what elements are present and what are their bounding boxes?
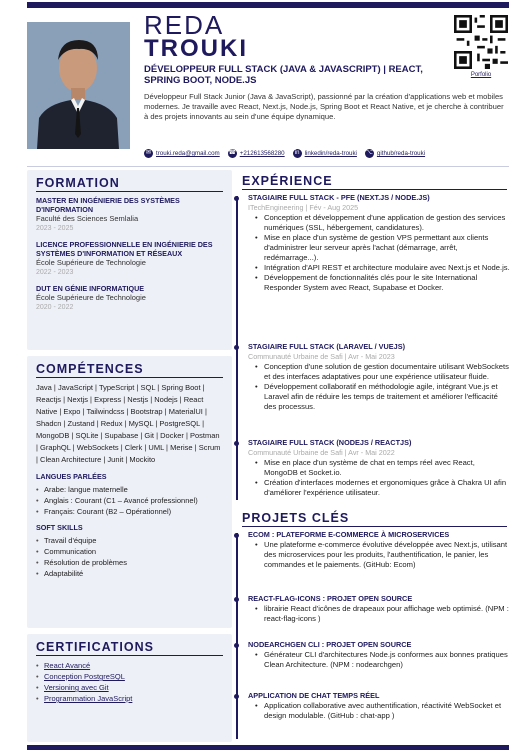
- language-item: • Anglais : Courant (C1 – Avancé professionnel): [36, 495, 223, 506]
- timeline-dot: [234, 643, 239, 648]
- languages-heading: LANGUES PARLÉES: [36, 472, 107, 481]
- contact-phone-text: +212613568280: [239, 150, 285, 157]
- first-name: REDA: [144, 10, 225, 40]
- experience-bullet: • Intégration d'API REST et architecture modulaire avec Next.js et Node.js.: [255, 263, 510, 273]
- project-bullet: • Application collaborative avec authentification, réactivité WebSocket et design modulable. (GitHub : chat-app ): [255, 701, 510, 721]
- certification-link[interactable]: • React Avancé: [36, 660, 223, 671]
- education-dates: 2023 - 2025: [36, 225, 74, 232]
- profile-summary: Développeur Full Stack Junior (Java & JavaScript), passionné par la création d'applications web et mobiles modernes. Je travaille avec React, Next.js, Node.js, Spring Boot et React Native, et je cherche à contribuer à des projets innovants au sein d'une équipe dynamique.: [144, 92, 504, 121]
- competences-section: [27, 356, 232, 628]
- experience-bullets: [255, 458, 510, 498]
- language-item: • Arabe: langue maternelle: [36, 484, 223, 495]
- project-bullets: [255, 650, 510, 670]
- experience-title: STAGIAIRE FULL STACK (LARAVEL / VUEJS): [248, 342, 406, 351]
- certification-link[interactable]: • Versioning avec Git: [36, 682, 223, 693]
- certifications-heading: CERTIFICATIONS: [36, 640, 223, 656]
- education-degree: MASTER EN INGÉNIERIE DES SYSTÈMES D'INFORMATION: [36, 196, 180, 214]
- formation-heading: FORMATION: [36, 176, 223, 192]
- education-dates: 2020 - 2022: [36, 304, 74, 311]
- contact-email-text: trouki.reda@gmail.com: [156, 150, 220, 157]
- technical-skills: Java | JavaScript | TypeScript | SQL | Spring Boot | Reactjs | Nextjs | Express | Nestjs | Nodejs | React Native | Expo | Tailwindcss | Bootstrap | MaterialUI | Shadcn | Zustand | Redux | MySQL | PostgreSQL | MongoDB | SQLite | Supabase | Git | Docker | Postman | GraphQL | WebSockets | Clerk | UML | Merise | Scrum | Clean Architecture | Junit | Mockito: [36, 383, 221, 464]
- project-title: NODEARCHGEN CLI : PROJET OPEN SOURCE: [248, 640, 412, 649]
- contact-phone-link[interactable]: [228, 149, 285, 158]
- experience-item: [248, 193, 510, 293]
- soft-skills-list: [36, 535, 223, 579]
- experience-heading: EXPÉRIENCE: [242, 174, 507, 190]
- soft-skills-heading: SOFT SKILLS: [36, 523, 83, 532]
- job-title: DÉVELOPPEUR FULL STACK (JAVA & JAVASCRIPT) | REACT, SPRING BOOT, NODE.JS: [144, 64, 423, 86]
- soft-skill-item: • Travail d'équipe: [36, 535, 223, 546]
- education-dates: 2022 - 2023: [36, 269, 74, 276]
- certification-link[interactable]: • Conception PostgreSQL: [36, 671, 223, 682]
- experience-bullets: [255, 362, 510, 412]
- project-bullet: • librairie React d'icônes de drapeaux pour affichage web optimisé. (NPM : react-flag-icons ): [255, 604, 510, 624]
- contact-github-link[interactable]: [365, 149, 425, 158]
- certifications-list: [36, 660, 223, 704]
- project-item: [248, 640, 510, 670]
- last-name: TROUKI: [144, 35, 248, 62]
- language-item: • Français: Courant (B2 – Opérationnel): [36, 506, 223, 517]
- project-title: APPLICATION DE CHAT TEMPS RÉEL: [248, 691, 380, 700]
- phone-icon: ☎: [228, 150, 236, 156]
- languages-list: [36, 484, 223, 517]
- profile-photo: [27, 22, 130, 149]
- bottom-accent-bar: [27, 745, 509, 750]
- timeline-dot: [234, 533, 239, 538]
- timeline-dot: [234, 196, 239, 201]
- project-bullet: • Générateur CLI d'architectures Node.js conformes aux bonnes pratiques Clean Architecture. (NPM : nodearchgen): [255, 650, 510, 670]
- experience-title: STAGIAIRE FULL STACK (NODEJS / REACTJS): [248, 438, 412, 447]
- top-accent-bar: [27, 2, 509, 8]
- competences-heading: COMPÉTENCES: [36, 362, 223, 378]
- experience-bullet: • Développement collaboratif en méthodologie agile, intégrant Vue.js et Laravel afin de réduire les temps de traitement et améliorer l'efficacité des processus.: [255, 382, 510, 412]
- experience-company: Communauté Urbaine de Safi | Avr - Mai 2022: [248, 448, 395, 457]
- experience-company: ITechEngineering | Fév - Aug 2025: [248, 203, 359, 212]
- contact-bar: [144, 149, 514, 158]
- projects-timeline: [236, 533, 238, 739]
- project-bullets: [255, 540, 510, 570]
- portfolio-link[interactable]: Porfolio: [470, 72, 492, 78]
- soft-skill-item: • Résolution de problèmes: [36, 557, 223, 568]
- experience-item: [248, 438, 510, 498]
- portrait-illustration: [27, 22, 130, 149]
- project-item: [248, 594, 510, 624]
- project-bullet: • Une plateforme e-commerce évolutive développée avec Next.js, utilisant des microservices pour les produits, l'authentification, le panier, les commandes et le paiements. (GitHub: Ecom): [255, 540, 510, 570]
- experience-bullet: • Conception d'une solution de gestion documentaire utilisant WebSockets et des interfaces adaptatives pour une expérience utilisateur fluide.: [255, 362, 510, 382]
- projects-heading: PROJETS CLÉS: [242, 511, 507, 527]
- experience-bullet: • Mise en place d'un système de chat en temps réel avec React, MongoDB et Socket.io.: [255, 458, 510, 478]
- education-school: École Supérieure de Technologie: [36, 258, 146, 267]
- contact-email-link[interactable]: [144, 149, 220, 158]
- linkedin-icon: in: [293, 149, 302, 158]
- header-divider: [27, 166, 509, 167]
- certifications-section: [27, 634, 232, 742]
- soft-skill-item: • Communication: [36, 546, 223, 557]
- contact-github-text: github/reda-trouki: [376, 150, 426, 157]
- project-item: [248, 691, 510, 721]
- project-bullets: [255, 701, 510, 721]
- github-icon: ⌥: [365, 150, 373, 156]
- experience-title: STAGIAIRE FULL STACK - PFE (NEXT.JS / NODE.JS): [248, 193, 430, 202]
- timeline-dot: [234, 345, 239, 350]
- education-item: [36, 284, 223, 313]
- timeline-dot: [234, 441, 239, 446]
- left-column: [27, 170, 232, 742]
- portfolio-qr-code-icon[interactable]: [454, 15, 508, 69]
- project-bullets: [255, 604, 510, 624]
- education-degree: LICENCE PROFESSIONNELLE EN INGÉNIERIE DES SYSTÈMES D'INFORMATION ET RÉSEAUX: [36, 240, 213, 258]
- contact-linkedin-text: linkedin/reda-trouki: [304, 150, 357, 157]
- education-item: [36, 196, 223, 234]
- education-degree: DUT EN GÉNIE INFORMATIQUE: [36, 284, 145, 293]
- education-school: École Supérieure de Technologie: [36, 293, 146, 302]
- timeline-dot: [234, 694, 239, 699]
- education-school: Faculté des Sciences Semlalia: [36, 214, 139, 223]
- experience-bullet: • Développement de fonctionnalités clés pour le site International Responder System avec React, Supabase et Docker.: [255, 273, 510, 293]
- timeline-dot: [234, 597, 239, 602]
- contact-linkedin-link[interactable]: [293, 149, 357, 158]
- experience-bullet: • Création d'interfaces modernes et ergonomiques grâce à Chakra UI afin d'améliorer l'expérience utilisateur.: [255, 478, 510, 498]
- certification-link[interactable]: • Programmation JavaScript: [36, 693, 223, 704]
- experience-bullet: • Conception et développement d'une application de gestion des services numériques (SSL, hébergement, candidatures).: [255, 213, 510, 233]
- project-title: ECOM : PLATEFORME E-COMMERCE À MICROSERVICES: [248, 530, 450, 539]
- experience-bullet: • Mise en place d'un système de gestion VPS permettant aux clients d'administrer leur serveur après l'achat (démarrage, arrêt, redémarrage...).: [255, 233, 510, 263]
- soft-skill-item: • Adaptabilité: [36, 568, 223, 579]
- experience-bullets: [255, 213, 510, 293]
- mail-icon: ✉: [145, 150, 152, 156]
- project-item: [248, 530, 510, 570]
- formation-section: [27, 170, 232, 350]
- project-title: REACT-FLAG-ICONS : PROJET OPEN SOURCE: [248, 594, 413, 603]
- experience-item: [248, 342, 510, 412]
- education-item: [36, 240, 223, 278]
- experience-company: Communauté Urbaine de Safi | Avr - Mai 2023: [248, 352, 395, 361]
